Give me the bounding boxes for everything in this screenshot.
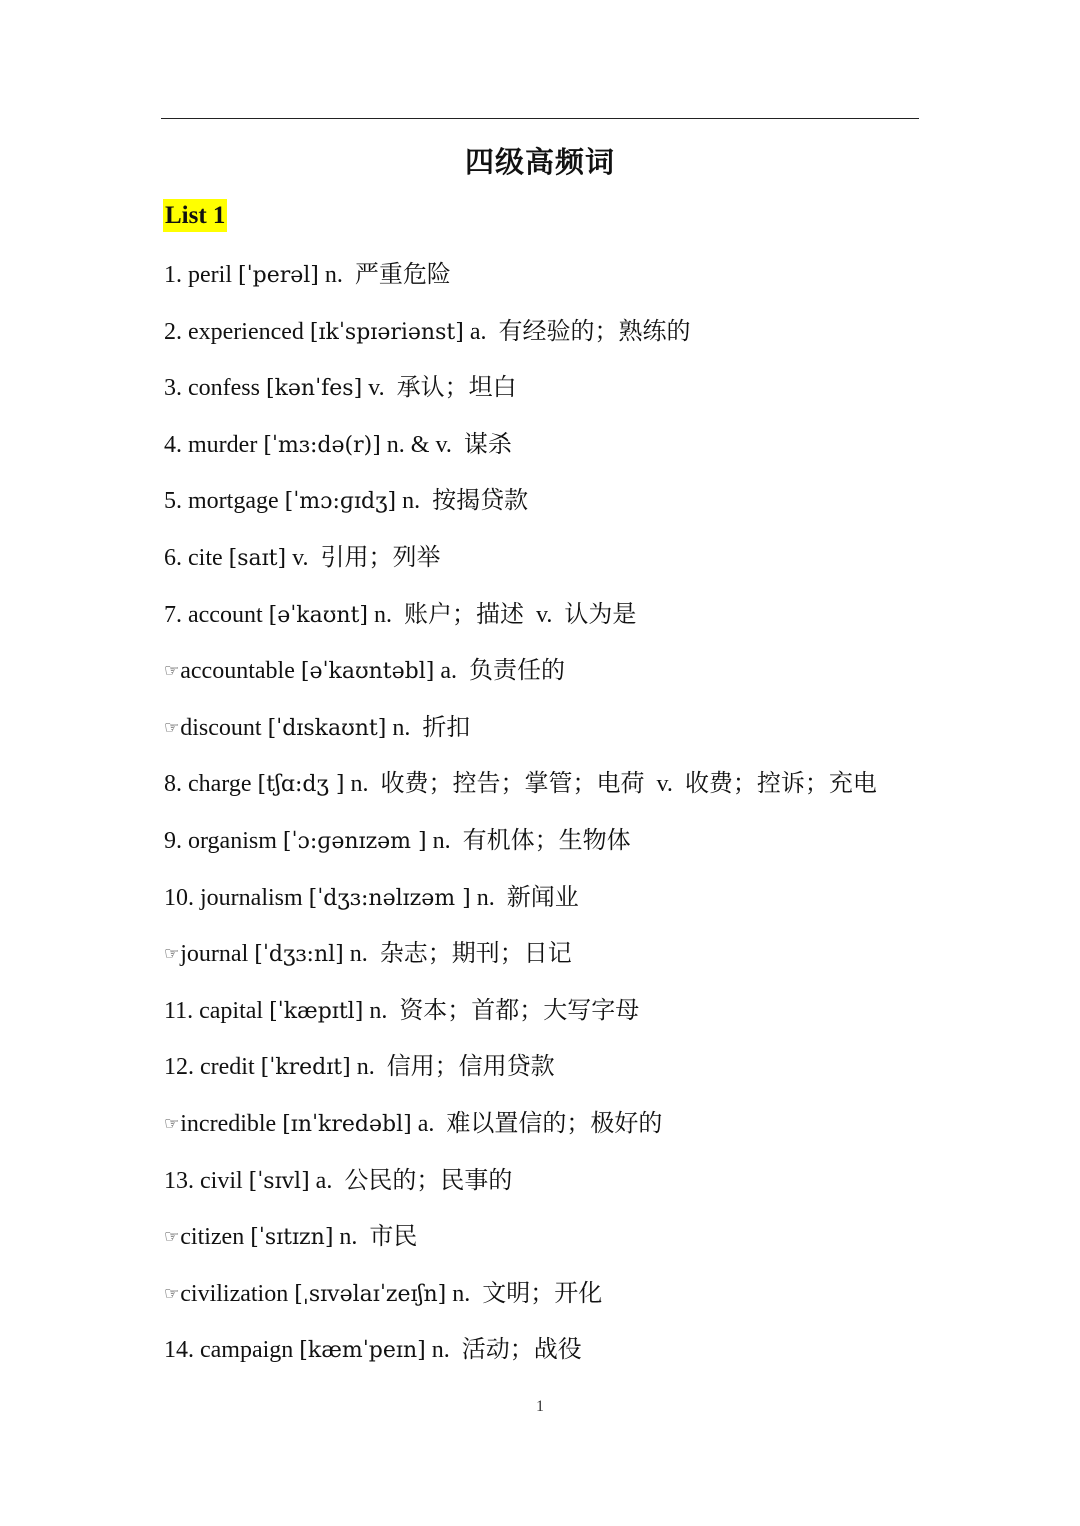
page-number: 1 bbox=[536, 1398, 544, 1415]
word-entry bbox=[164, 1158, 964, 1215]
word-entry bbox=[164, 1044, 964, 1101]
entry-phonetic: [ˈkredɪt] bbox=[260, 1055, 351, 1081]
entry-word: discount bbox=[180, 714, 262, 741]
entry-phonetic: [ˈmɔ:ɡɪdʒ] bbox=[284, 489, 397, 515]
entry-meaning: 折扣 bbox=[422, 712, 471, 741]
entry-number: 4. bbox=[164, 431, 188, 458]
entry-part-of-speech: a. bbox=[440, 658, 457, 685]
entry-meaning: 活动；战役 bbox=[461, 1335, 582, 1364]
entry-meaning: 负责任的 bbox=[469, 656, 565, 685]
word-entry bbox=[164, 422, 964, 479]
entry-word: confess bbox=[188, 375, 260, 402]
entry-number: 11. bbox=[164, 997, 200, 1024]
entry-part-of-speech: n. bbox=[392, 714, 411, 741]
vocabulary-list bbox=[164, 252, 964, 1384]
entry-part-of-speech: n. bbox=[373, 601, 392, 628]
entry-part-of-speech: n. bbox=[356, 1054, 375, 1081]
entry-meaning: 按揭贷款 bbox=[432, 486, 529, 515]
pointing-hand-icon: ☞ bbox=[164, 1283, 180, 1304]
entry-meaning: 信用；信用贷款 bbox=[386, 1052, 555, 1081]
pointing-hand-icon: ☞ bbox=[164, 1113, 180, 1134]
entry-part-of-speech: n. bbox=[339, 1224, 358, 1251]
entry-phonetic: [kæmˈpeɪn] bbox=[299, 1338, 426, 1364]
entry-meaning: 有机体；生物体 bbox=[462, 825, 631, 854]
entry-meaning-2: 收费；控诉；充电 bbox=[684, 769, 877, 798]
entry-word: organism bbox=[188, 827, 277, 854]
pointing-hand-icon: ☞ bbox=[164, 1227, 180, 1248]
entry-meaning: 市民 bbox=[369, 1222, 418, 1251]
entry-meaning: 引用；列举 bbox=[320, 542, 441, 571]
entry-number: 10. bbox=[164, 884, 200, 911]
entry-word: journalism bbox=[200, 884, 303, 911]
entry-meaning: 有经验的；熟练的 bbox=[498, 316, 691, 345]
entry-phonetic: [ˈdɪskaʊnt] bbox=[267, 715, 387, 741]
pointing-hand-icon: ☞ bbox=[164, 944, 180, 965]
entry-meaning: 资本；首都；大写字母 bbox=[399, 995, 640, 1024]
list-label: List 1 bbox=[163, 199, 227, 232]
entry-word: accountable bbox=[180, 658, 295, 685]
entry-number: 2. bbox=[164, 318, 188, 345]
entry-word: journal bbox=[180, 941, 249, 968]
word-entry bbox=[164, 988, 964, 1045]
entry-word: civilization bbox=[180, 1280, 289, 1307]
entry-phonetic: [ˈsɪvl] bbox=[248, 1168, 310, 1194]
sub-entry bbox=[164, 1214, 964, 1271]
word-entry bbox=[164, 365, 964, 422]
entry-meaning: 难以置信的；极好的 bbox=[446, 1108, 663, 1137]
entry-part-of-speech: n. bbox=[452, 1280, 471, 1307]
word-entry bbox=[164, 309, 964, 366]
entry-meaning-2: 认为是 bbox=[564, 599, 637, 628]
entry-meaning: 严重危险 bbox=[354, 260, 451, 288]
word-entry bbox=[164, 875, 964, 932]
entry-meaning: 收费；控告；掌管；电荷 bbox=[380, 769, 645, 798]
entry-phonetic: [ˈkæpɪtl] bbox=[269, 998, 364, 1024]
entry-word: civil bbox=[200, 1167, 243, 1194]
entry-phonetic: [ˈdʒɜ:nəlɪzəm ] bbox=[308, 885, 471, 911]
pointing-hand-icon: ☞ bbox=[164, 661, 180, 682]
entry-number: 3. bbox=[164, 375, 188, 402]
entry-part-of-speech: n. bbox=[349, 941, 368, 968]
entry-part-of-speech: a. bbox=[469, 318, 487, 345]
entry-word: experienced bbox=[188, 318, 304, 345]
sub-entry bbox=[164, 1271, 964, 1328]
entry-word: murder bbox=[188, 431, 258, 458]
entry-phonetic: [ˈɔ:ɡənɪzəm ] bbox=[282, 828, 427, 854]
entry-part-of-speech: v. bbox=[368, 375, 385, 402]
entry-word: credit bbox=[200, 1054, 255, 1081]
entry-word: charge bbox=[188, 771, 252, 798]
entry-part-of-speech: n. bbox=[432, 827, 451, 854]
word-entry bbox=[164, 478, 964, 535]
entry-part-of-speech-2: v. bbox=[656, 771, 673, 798]
entry-part-of-speech: n. bbox=[476, 884, 495, 911]
entry-part-of-speech: n. bbox=[431, 1337, 450, 1364]
entry-meaning: 文明；开化 bbox=[482, 1278, 603, 1307]
word-entry bbox=[164, 592, 964, 649]
entry-number: 12. bbox=[164, 1054, 200, 1081]
entry-part-of-speech: a. bbox=[315, 1167, 333, 1194]
entry-meaning: 公民的；民事的 bbox=[344, 1165, 513, 1194]
entry-phonetic: [kənˈfes] bbox=[265, 376, 363, 402]
entry-number: 8. bbox=[164, 771, 188, 798]
entry-phonetic: [tʃɑ:dʒ ] bbox=[257, 772, 345, 798]
entry-phonetic: [saɪt] bbox=[228, 545, 287, 571]
header-rule bbox=[161, 118, 919, 119]
entry-phonetic: [ɪnˈkredəbl] bbox=[282, 1111, 412, 1137]
entry-part-of-speech-2: v. bbox=[535, 601, 553, 628]
word-entry bbox=[164, 818, 964, 875]
entry-word: mortgage bbox=[188, 488, 279, 515]
entry-word: peril bbox=[188, 262, 232, 288]
entry-number: 1. bbox=[164, 262, 188, 288]
entry-phonetic: [ˌsɪvəlaɪˈzeɪʃn] bbox=[294, 1281, 447, 1307]
entry-number: 6. bbox=[164, 544, 188, 571]
entry-meaning: 承认；坦白 bbox=[396, 373, 517, 402]
entry-part-of-speech: n. bbox=[402, 488, 421, 515]
entry-meaning: 账户；描述 bbox=[403, 599, 524, 628]
entry-number: 9. bbox=[164, 827, 188, 854]
entry-number: 14. bbox=[164, 1337, 200, 1364]
entry-word: campaign bbox=[200, 1337, 294, 1364]
entry-phonetic: [ˈperəl] bbox=[237, 263, 319, 288]
sub-entry bbox=[164, 1101, 964, 1158]
pointing-hand-icon: ☞ bbox=[164, 717, 180, 738]
entry-part-of-speech: a. bbox=[417, 1110, 435, 1137]
entry-number: 7. bbox=[164, 601, 188, 628]
entry-part-of-speech: v. bbox=[292, 544, 309, 571]
entry-phonetic: [ɪkˈspɪəriənst] bbox=[309, 319, 464, 345]
entry-meaning: 杂志；期刊；日记 bbox=[379, 939, 572, 968]
entry-number: 5. bbox=[164, 488, 188, 515]
sub-entry bbox=[164, 705, 964, 762]
entry-phonetic: [ˈmɜ:də(r)] bbox=[263, 432, 381, 458]
word-entry bbox=[164, 535, 964, 592]
entry-phonetic: [əˈkaʊnt] bbox=[268, 602, 368, 628]
entry-meaning: 新闻业 bbox=[506, 882, 579, 911]
entry-word: cite bbox=[188, 544, 223, 571]
entry-word: citizen bbox=[180, 1224, 245, 1251]
entry-word: capital bbox=[199, 997, 264, 1024]
entry-phonetic: [əˈkaʊntəbl] bbox=[300, 659, 435, 685]
word-entry bbox=[164, 252, 964, 309]
word-entry bbox=[164, 761, 964, 818]
entry-meaning: 谋杀 bbox=[463, 429, 512, 458]
entry-part-of-speech: n. bbox=[350, 771, 369, 798]
entry-number: 13. bbox=[164, 1167, 200, 1194]
page-title: 四级高频词 bbox=[464, 145, 615, 179]
entry-word: incredible bbox=[180, 1110, 277, 1137]
sub-entry bbox=[164, 648, 964, 705]
entry-word: account bbox=[188, 601, 263, 628]
entry-part-of-speech: n. bbox=[369, 997, 388, 1024]
entry-part-of-speech: n. & v. bbox=[386, 431, 452, 458]
entry-phonetic: [ˈsɪtɪzn] bbox=[250, 1225, 334, 1251]
sub-entry bbox=[164, 931, 964, 988]
entry-phonetic: [ˈdʒɜ:nl] bbox=[254, 942, 344, 968]
entry-part-of-speech: n. bbox=[324, 262, 343, 288]
word-entry bbox=[164, 1327, 964, 1384]
